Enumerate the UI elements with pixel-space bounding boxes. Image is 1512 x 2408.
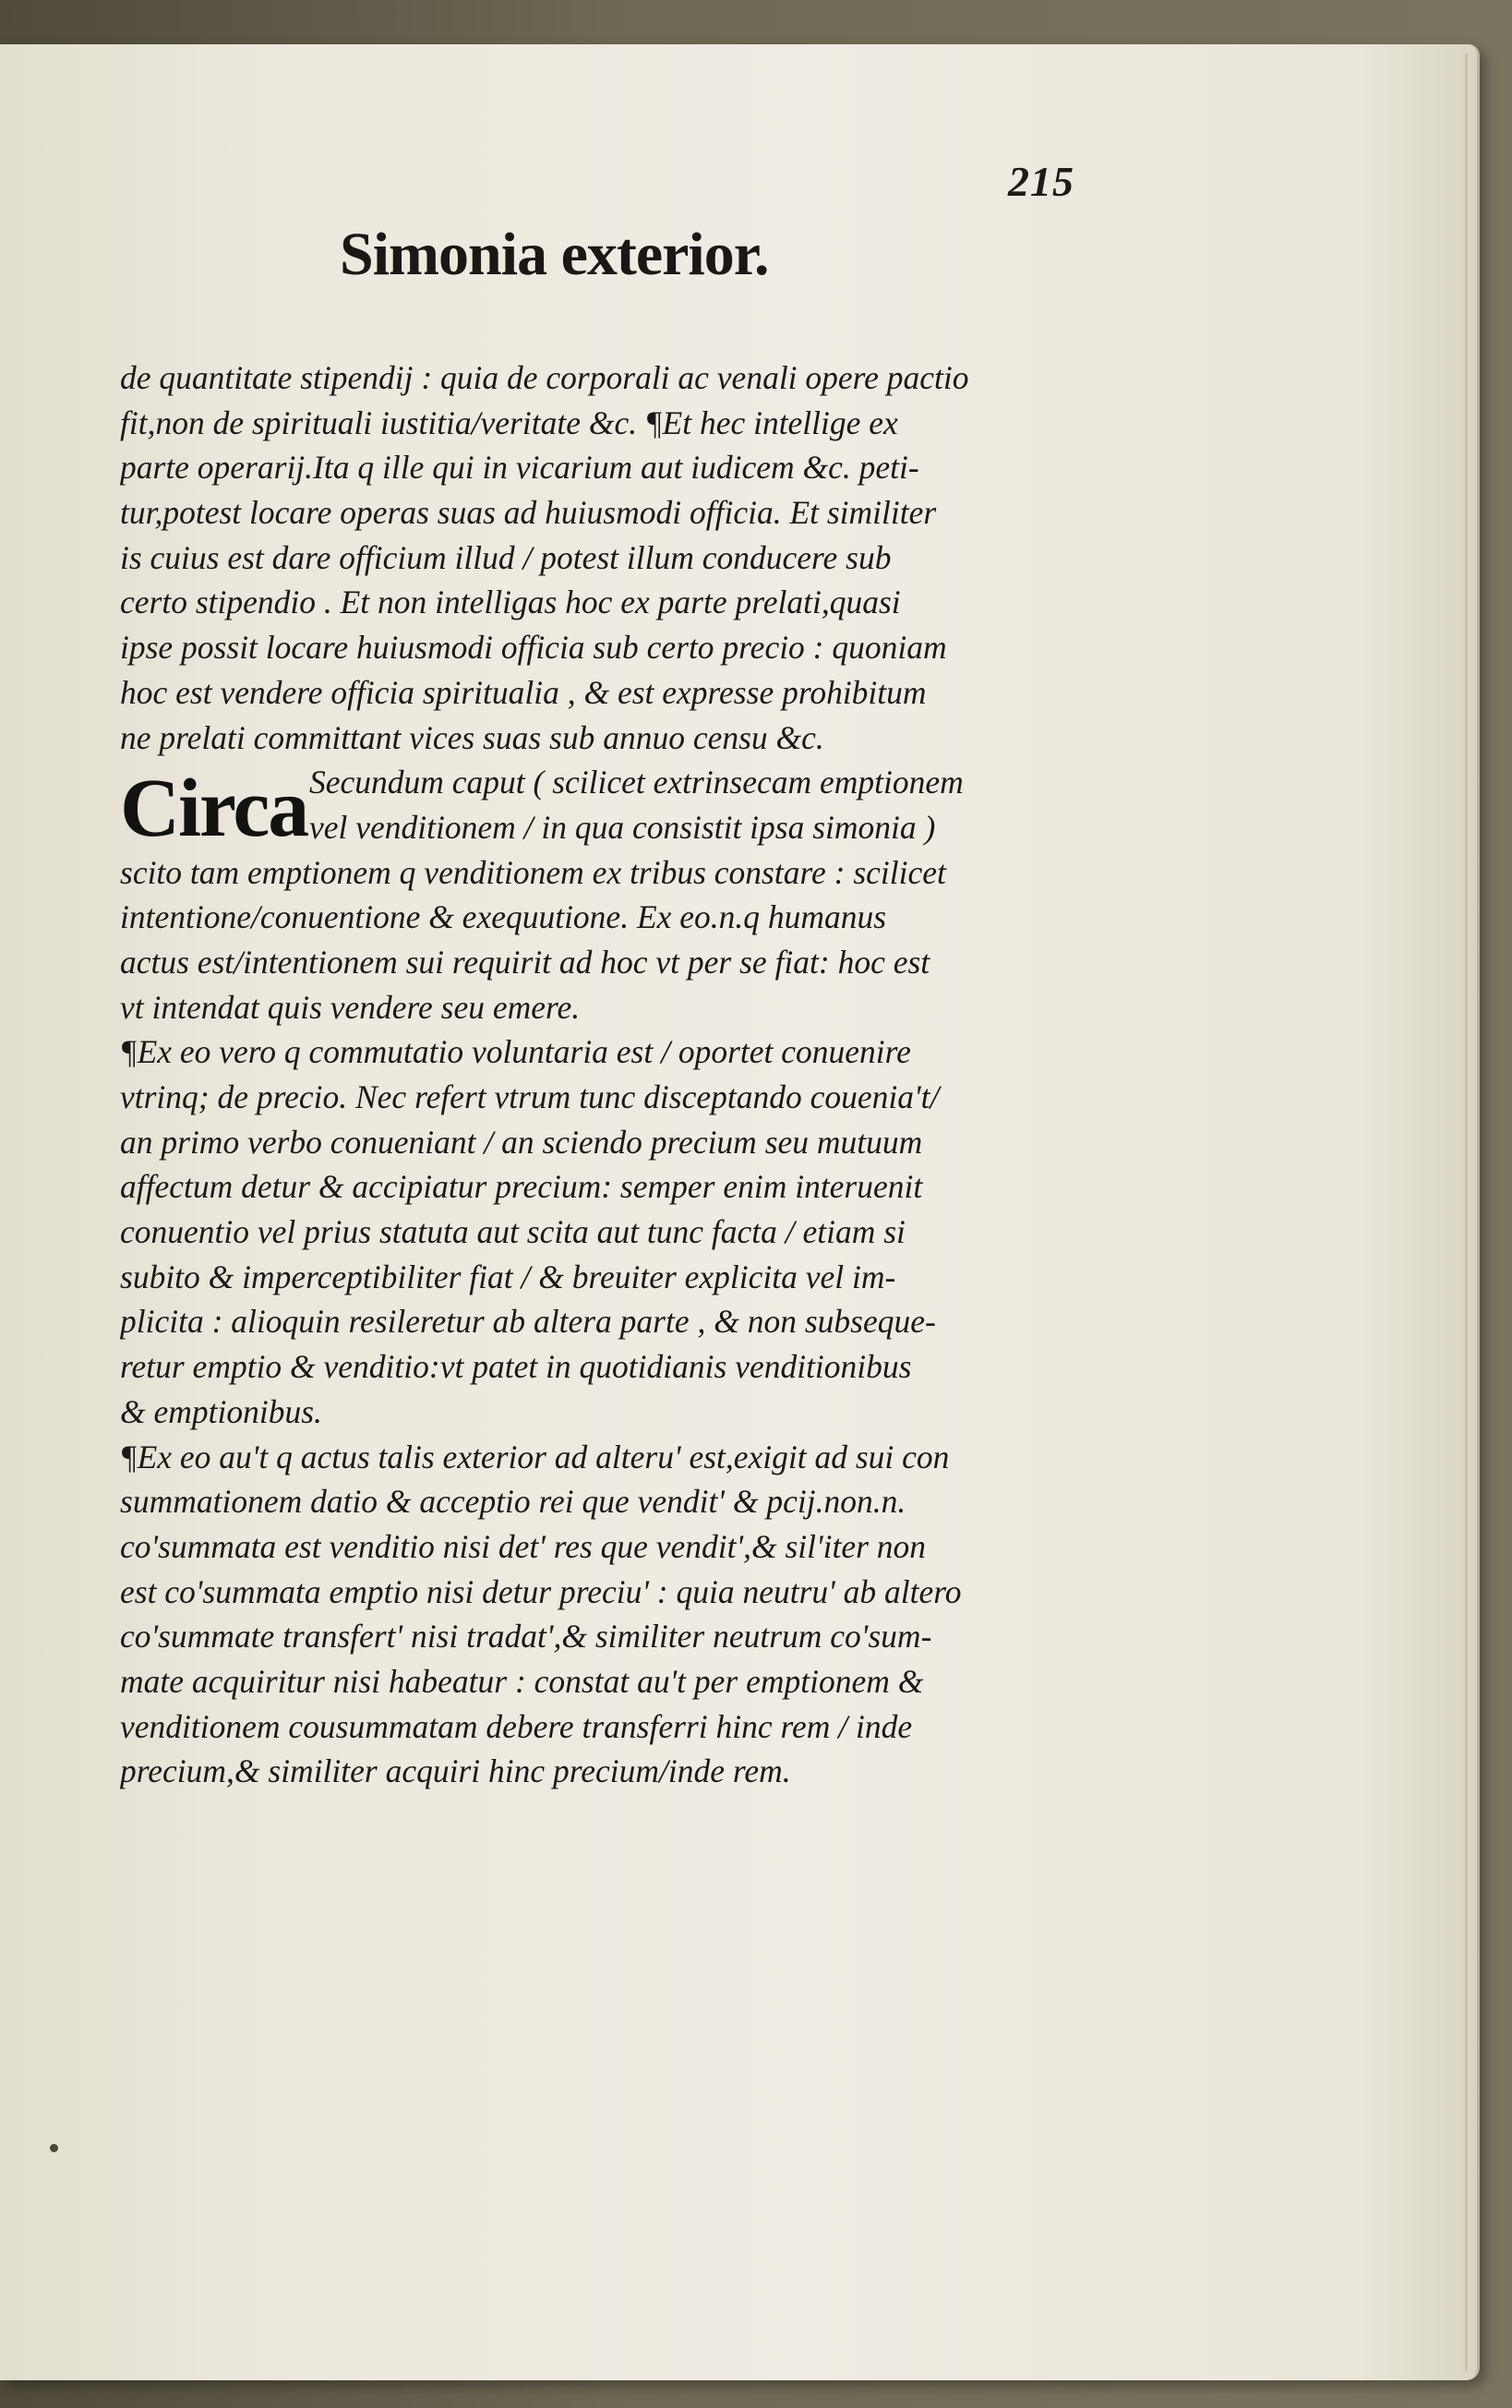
text-line: parte operarij.Ita q ille qui in vicarium aut iudicem &c. peti-: [120, 449, 919, 487]
text-line: de quantitate stipendij : quia de corporali ac venali opere pactio: [120, 359, 969, 396]
text-line: an primo verbo conueniant / an sciendo precium seu mutuum: [120, 1123, 923, 1161]
text-line: affectum detur & accipiatur precium: semper enim interuenit: [120, 1168, 923, 1206]
text-line: hoc est vendere officia spiritualia , & est expresse prohibitum: [120, 673, 927, 711]
text-line: is cuius est dare officium illud / potest illum conducere sub: [120, 538, 892, 576]
text-line: conuentio vel prius statuta aut scita aut tunc facta / etiam si: [120, 1213, 906, 1251]
text-line: subito & imperceptibiliter fiat / & breuiter explicita vel im-: [120, 1258, 896, 1295]
text-line: fit,non de spirituali iustitia/veritate &c. ¶Et hec intellige ex: [120, 403, 898, 441]
text-line: vel venditionem / in qua consistit ipsa simonia ): [309, 808, 936, 846]
text-line: intentione/conuentione & exequutione. Ex eo.n.q humanus: [120, 898, 887, 936]
text-line: co'summata est venditio nisi det' res que vendit',& sil'iter non: [120, 1527, 927, 1565]
text-line: ¶Ex eo vero q commutatio voluntaria est / oportet conuenire: [120, 1033, 911, 1071]
text-line: plicita : alioquin resileretur ab altera parte , & non subseque-: [120, 1303, 936, 1341]
text-line: retur emptio & venditio:vt patet in quotidianis venditionibus: [120, 1348, 912, 1386]
text-line: vtrinq; de precio. Nec refert vtrum tunc disceptando couenia't/: [120, 1078, 940, 1115]
text-line: mate acquiritur nisi habeatur : constat au't per emptionem &: [120, 1662, 924, 1700]
text-line: actus est/intentionem sui requirit ad hoc vt per se fiat: hoc est: [120, 943, 930, 981]
body-text: [120, 355, 1080, 1794]
text-line: ¶Ex eo au't q actus talis exterior ad alteru' est,exigit ad sui con: [120, 1438, 950, 1475]
text-line: venditionem cousummatam debere transferri hinc rem / inde: [120, 1707, 913, 1745]
text-line: precium,& similiter acquiri hinc precium/inde rem.: [120, 1752, 791, 1790]
page-edge: [1465, 54, 1468, 2371]
text-line: co'summate transfert' nisi tradat',& similiter neutrum co'sum-: [120, 1618, 932, 1656]
text-line: tur,potest locare operas suas ad huiusmodi officia. Et similiter: [120, 494, 937, 532]
text-line: certo stipendio . Et non intelligas hoc ex parte prelati,quasi: [120, 584, 901, 621]
text-line: ne prelati committant vices suas sub annuo censu &c.: [120, 718, 824, 756]
page-number: 215: [1008, 158, 1074, 205]
running-heading: Simonia exterior.: [340, 221, 769, 288]
text-line: est co'summata emptio nisi detur preciu' : quia neutru' ab altero: [120, 1572, 962, 1610]
drop-initial: Circa: [120, 763, 308, 855]
text-line: vt intendat quis vendere seu emere.: [120, 988, 581, 1026]
text-line: scito tam emptionem q venditionem ex tribus constare : scilicet: [120, 853, 946, 891]
text-line: & emptionibus.: [120, 1392, 322, 1430]
text-line: Secundum caput ( scilicet extrinsecam emptionem: [309, 764, 964, 801]
ink-spot: [50, 2144, 58, 2152]
text-line: ipse possit locare huiusmodi officia sub certo precio : quoniam: [120, 629, 947, 667]
initial-paragraph: [120, 760, 1080, 855]
text-line: summationem datio & acceptio rei que vendit' & pcij.non.n.: [120, 1483, 906, 1521]
